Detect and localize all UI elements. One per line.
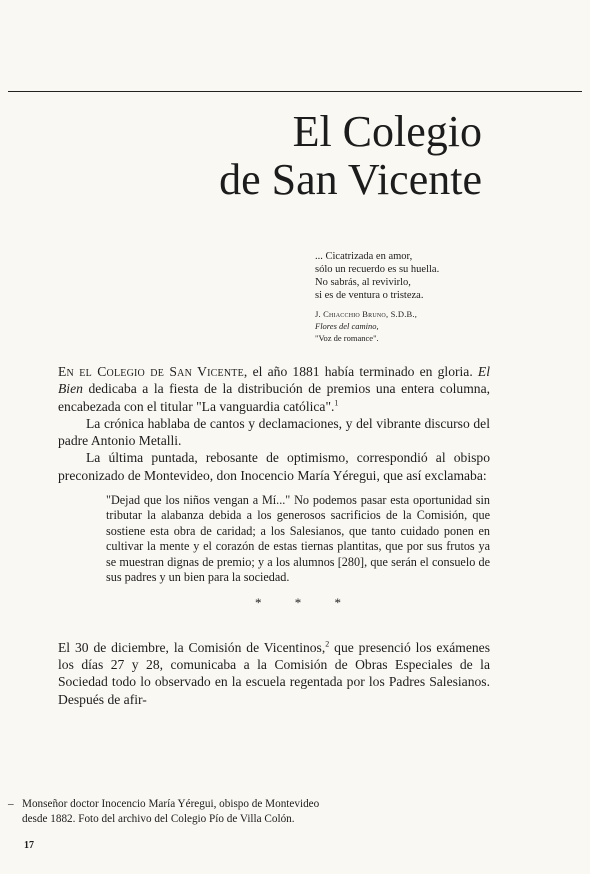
footnote-ref: 1 xyxy=(334,398,339,408)
title-line-1: El Colegio xyxy=(292,107,482,156)
title-line-2: de San Vicente xyxy=(219,155,482,204)
photo-caption xyxy=(8,797,448,826)
epigraph-line: si es de ventura o tristeza. xyxy=(315,290,424,301)
epigraph-work: Flores del camino, xyxy=(315,321,379,331)
paragraph-2: La crónica hablaba de cantos y declamaciones, y del vibrante discurso del padre Antonio Metalli. xyxy=(58,415,490,449)
paragraph-text: dedicaba a la fiesta de la distribución de premios una entera columna, encabezada con el titular "La vanguardia católica". xyxy=(58,381,490,414)
section-separator: * * * xyxy=(255,594,341,610)
header-rule xyxy=(8,91,582,92)
epigraph-attribution xyxy=(315,308,495,344)
paragraph-text: que presenció los exámenes los días 27 y 28, comunicaba a la Comisión de Obras Especiales de la Sociedad todo lo observado en la escuela regentada por los Padres Salesianos. Después de afir- xyxy=(58,639,490,707)
block-quote: "Dejad que los niños vengan a Mí..." No podemos pasar esta oportunidad sin tributar la alabanza debida a los generosos sacrificios de la Comisión, que sostiene esta obra de caridad; a los Salesianos, que tanto cuidado ponen en cultivar la mente y el corazón de estas tiernas plantitas, que por sus frutos ya se muestran dignas de premio; y a los alumnos [280], que serán el consuelo de sus padres y un bien para la sociedad. xyxy=(106,493,490,585)
chapter-title xyxy=(219,108,482,204)
epigraph-author: J. Chiacchio Bruno, S.D.B., xyxy=(315,309,418,319)
paragraph-3: La última puntada, rebosante de optimismo, correspondió al obispo preconizado de Montevideo, don Inocencio María Yéregui, que así exclamaba: xyxy=(58,450,490,483)
footnote-ref: 2 xyxy=(325,639,330,649)
epigraph-source xyxy=(315,320,495,344)
caption-line-2: desde 1882. Foto del archivo del Colegio Pío de Villa Colón. xyxy=(22,812,295,825)
caption-dash: – xyxy=(8,798,14,810)
body-text xyxy=(58,363,490,708)
epigraph-work-rest: "Voz de romance". xyxy=(315,333,379,343)
paragraph-text: El 30 de diciembre, la Comisión de Vicentinos, xyxy=(58,639,326,655)
paragraph-lead: En el Colegio de San Vicente, xyxy=(58,364,248,379)
paragraph-4 xyxy=(58,639,490,708)
caption-line-1: Monseñor doctor Inocencio María Yéregui, obispo de Montevideo xyxy=(22,798,320,810)
epigraph-line: No sabrás, al revivirlo, xyxy=(315,277,411,288)
paragraph-text: el año 1881 había terminado en gloria. xyxy=(247,364,478,379)
paragraph-1 xyxy=(58,363,490,415)
page-number: 17 xyxy=(24,840,34,851)
epigraph-line: ... Cicatrizada en amor, xyxy=(315,251,413,262)
epigraph xyxy=(315,250,495,344)
newspaper-name: El Bien xyxy=(58,364,490,397)
epigraph-line: sólo un recuerdo es su huella. xyxy=(315,264,440,275)
